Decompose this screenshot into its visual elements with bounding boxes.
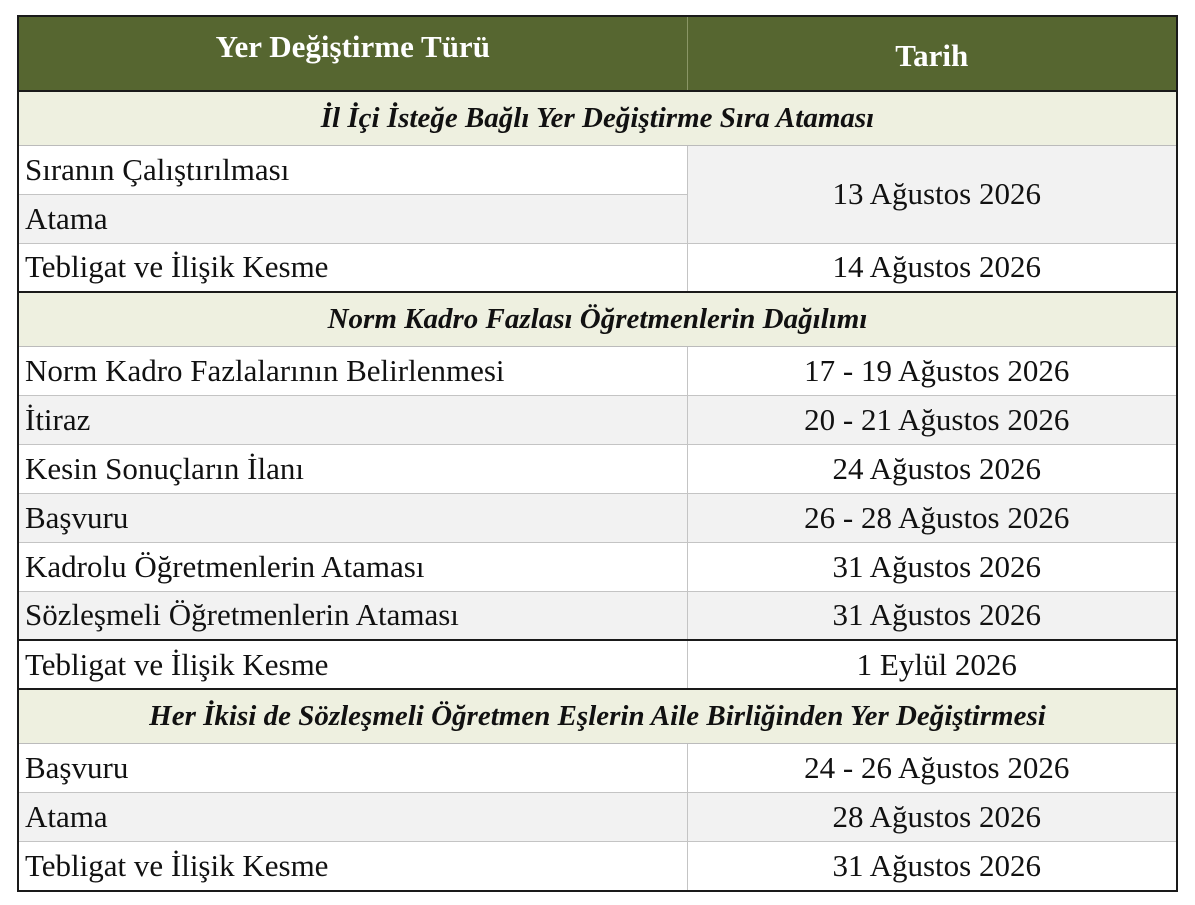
table-row bbox=[19, 493, 1176, 542]
table-row bbox=[19, 591, 1176, 640]
row-label: Kesin Sonuçların İlanı bbox=[19, 444, 687, 493]
table-row bbox=[19, 841, 1176, 890]
section-header bbox=[19, 91, 1176, 145]
table-row bbox=[19, 243, 1176, 292]
table-row bbox=[19, 444, 1176, 493]
row-label: Norm Kadro Fazlalarının Belirlenmesi bbox=[19, 346, 687, 395]
schedule-table-container bbox=[17, 15, 1178, 892]
table-row bbox=[19, 743, 1176, 792]
table-row bbox=[19, 145, 1176, 194]
row-date: 26 - 28 Ağustos 2026 bbox=[687, 493, 1176, 542]
table-row bbox=[19, 346, 1176, 395]
merged-date-ref bbox=[0, 0, 1, 1]
table-row bbox=[19, 640, 1176, 689]
table-header-row bbox=[19, 17, 1176, 91]
section-title: İl İçi İsteğe Bağlı Yer Değiştirme Sıra Ataması bbox=[19, 91, 1176, 145]
row-date: 13 Ağustos 2026 bbox=[687, 145, 1176, 243]
table-row bbox=[19, 395, 1176, 444]
row-label: Atama bbox=[19, 792, 687, 841]
row-date: 24 Ağustos 2026 bbox=[687, 444, 1176, 493]
row-date: 31 Ağustos 2026 bbox=[687, 841, 1176, 890]
row-label: Sözleşmeli Öğretmenlerin Ataması bbox=[19, 591, 687, 640]
row-date: 31 Ağustos 2026 bbox=[687, 591, 1176, 640]
row-date: 1 Eylül 2026 bbox=[687, 640, 1176, 689]
row-label: Atama bbox=[19, 194, 687, 243]
column-header-date: Tarih bbox=[687, 17, 1176, 91]
row-label: Başvuru bbox=[19, 743, 687, 792]
row-label: Kadrolu Öğretmenlerin Ataması bbox=[19, 542, 687, 591]
row-label: Sıranın Çalıştırılması bbox=[19, 145, 687, 194]
row-label: Tebligat ve İlişik Kesme bbox=[19, 841, 687, 890]
row-date: 14 Ağustos 2026 bbox=[687, 243, 1176, 292]
row-date: 24 - 26 Ağustos 2026 bbox=[687, 743, 1176, 792]
section-title: Norm Kadro Fazlası Öğretmenlerin Dağılımı bbox=[19, 292, 1176, 346]
row-label: Tebligat ve İlişik Kesme bbox=[19, 640, 687, 689]
row-date: 28 Ağustos 2026 bbox=[687, 792, 1176, 841]
section-title: Her İkisi de Sözleşmeli Öğretmen Eşlerin Aile Birliğinden Yer Değiştirmesi bbox=[19, 689, 1176, 743]
row-date: 20 - 21 Ağustos 2026 bbox=[687, 395, 1176, 444]
section-header bbox=[19, 292, 1176, 346]
table-row bbox=[19, 542, 1176, 591]
row-label: Tebligat ve İlişik Kesme bbox=[19, 243, 687, 292]
row-date: 17 - 19 Ağustos 2026 bbox=[687, 346, 1176, 395]
table-row bbox=[19, 792, 1176, 841]
row-label: İtiraz bbox=[19, 395, 687, 444]
schedule-table bbox=[19, 17, 1176, 890]
column-header-type: Yer Değiştirme Türü bbox=[19, 17, 687, 91]
section-header bbox=[19, 689, 1176, 743]
row-label: Başvuru bbox=[19, 493, 687, 542]
row-date: 31 Ağustos 2026 bbox=[687, 542, 1176, 591]
